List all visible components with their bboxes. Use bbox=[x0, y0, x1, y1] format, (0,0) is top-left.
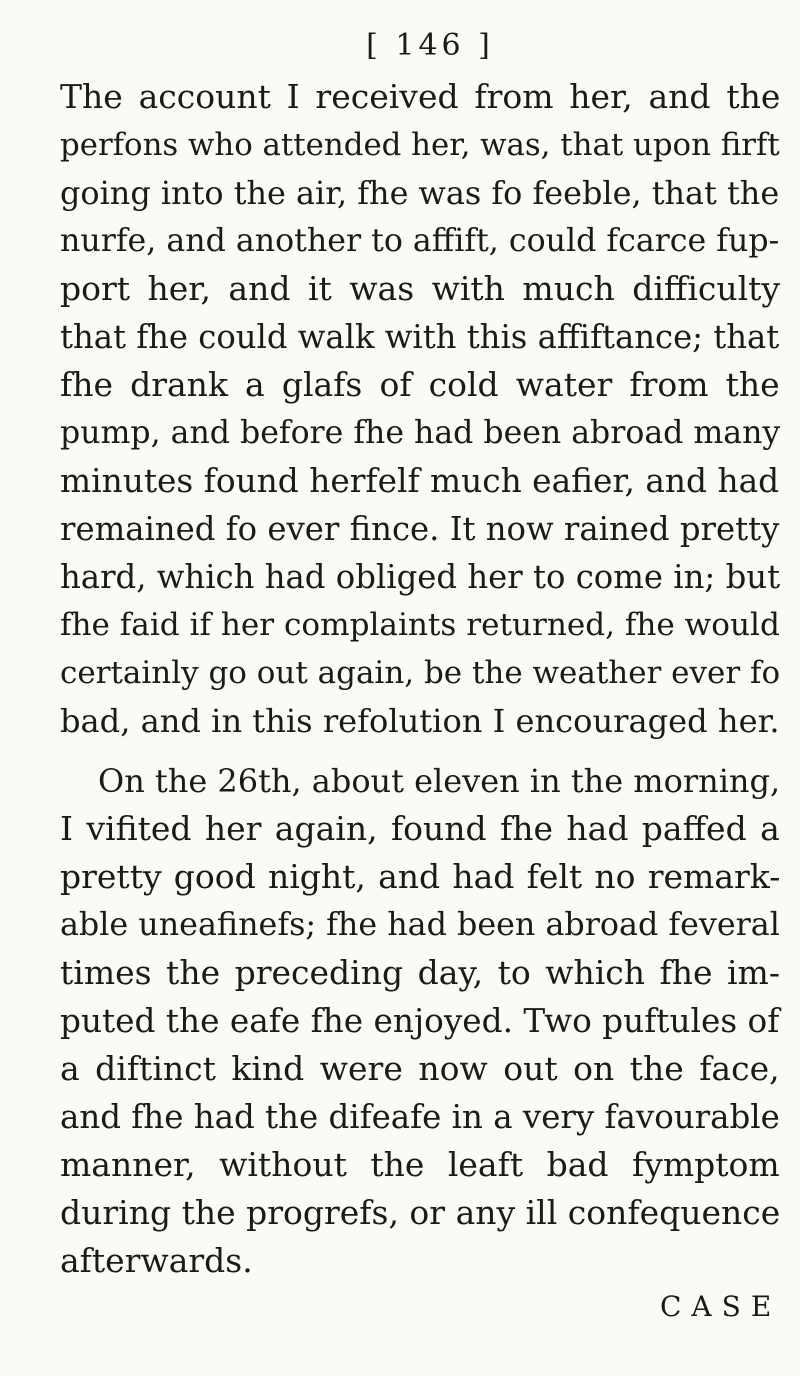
text-line: going into the air, fhe was fo feeble, that the bbox=[60, 174, 780, 212]
text-line: remained fo ever fince. It now rained pretty bbox=[60, 510, 780, 548]
text-line: able uneafinefs; fhe had been abroad feveral bbox=[60, 907, 780, 943]
text-line: port her, and it was with much difficulty bbox=[60, 269, 781, 308]
text-line: On the 26th, about eleven in the morning, bbox=[98, 762, 781, 800]
text-line: fhe faid if her complaints returned, fhe would bbox=[60, 607, 780, 643]
text-line: certainly go out again, be the weather ever fo bbox=[60, 655, 781, 691]
text-line: during the progrefs, or any ill confequence bbox=[60, 1193, 781, 1232]
text-line: I vifited her again, found fhe had paffed a bbox=[60, 809, 780, 848]
text-line: puted the eafe fhe enjoyed. Two puftules of bbox=[60, 1002, 780, 1040]
page-number: [ 146 ] bbox=[366, 28, 494, 63]
text-line: a diftinct kind were now out on the face, bbox=[60, 1049, 780, 1088]
text-line: The account I received from her, and the bbox=[60, 77, 781, 116]
text-line: bad, and in this refolution I encouraged her. bbox=[60, 702, 780, 740]
catchword: CASE bbox=[660, 1290, 782, 1323]
text-line: hard, which had obliged her to come in; but bbox=[60, 558, 781, 596]
text-line: fhe drank a glafs of cold water from the bbox=[60, 365, 780, 404]
text-line: that fhe could walk with this affiftance; that bbox=[60, 318, 780, 356]
text-line: times the preceding day, to which fhe im- bbox=[60, 953, 781, 992]
text-line: nurfe, and another to affift, could fcarce fup- bbox=[60, 223, 780, 259]
text-line: pump, and before fhe had been abroad many bbox=[60, 415, 781, 451]
text-line: minutes found herfelf much eafier, and had bbox=[60, 462, 780, 500]
text-line: afterwards. bbox=[60, 1241, 253, 1280]
text-line: perfons who attended her, was, that upon firft bbox=[60, 127, 780, 163]
text-line: and fhe had the difeafe in a very favourable bbox=[60, 1098, 780, 1136]
text-line: manner, without the leaft bad fymptom bbox=[60, 1145, 780, 1184]
text-line: pretty good night, and had felt no remark- bbox=[60, 857, 781, 896]
